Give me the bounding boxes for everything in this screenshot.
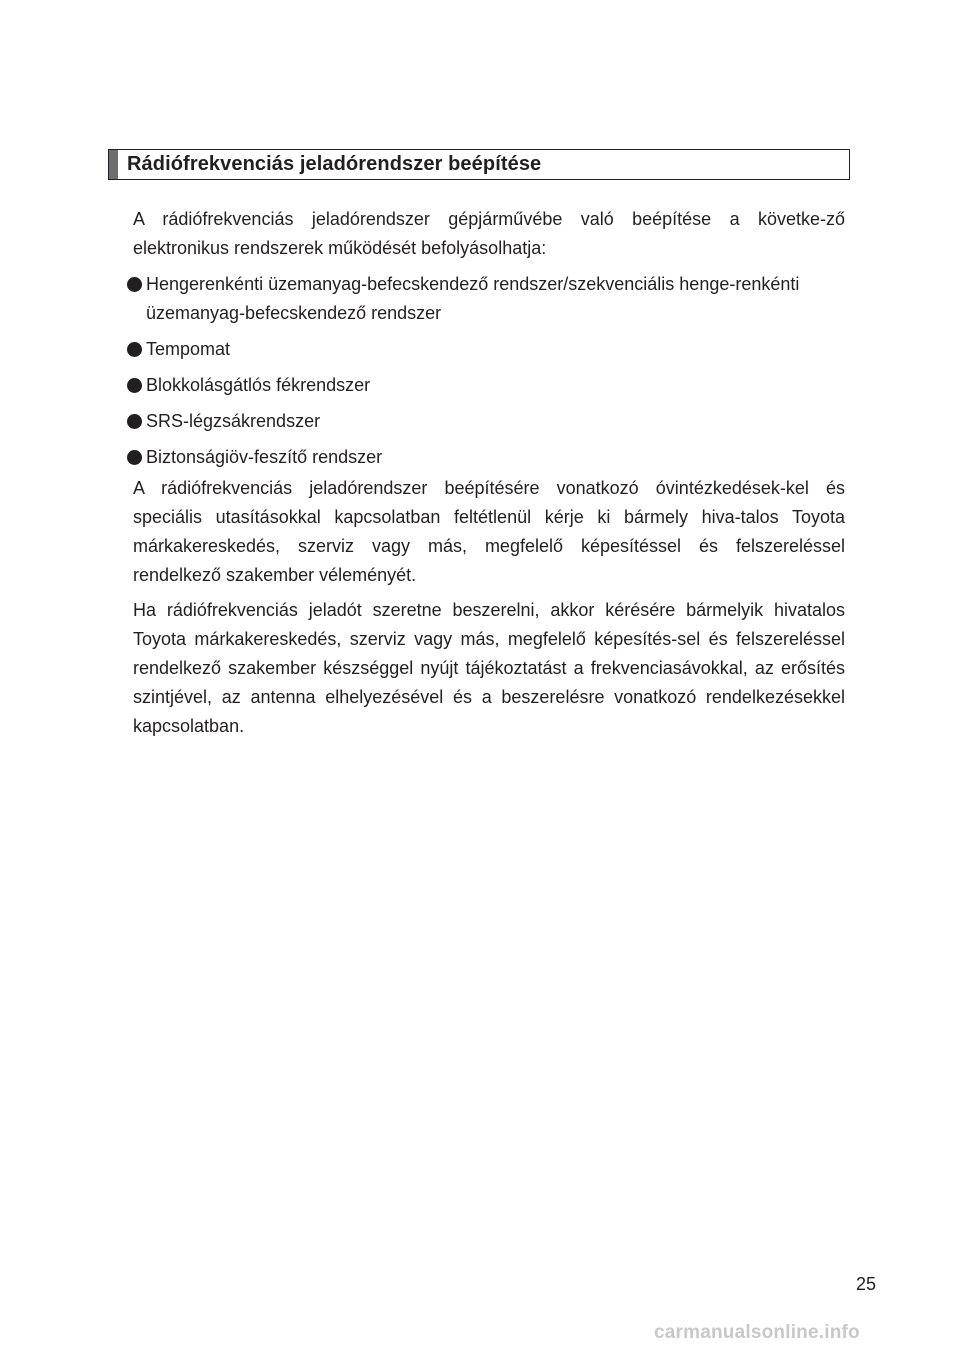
bullet-text: Tempomat: [146, 339, 231, 359]
bullet-item: [127, 270, 845, 328]
bullet-list: [127, 270, 845, 479]
page-number: 25: [856, 1274, 877, 1294]
bullet-dot-icon: [127, 378, 142, 393]
bullet-item: [127, 407, 845, 436]
bullet-dot-icon: [127, 342, 142, 357]
intro-paragraph: A rádiófrekvenciás jeladórendszer gépjárművébe való beépítése a követke-ző elektronikus rendszerek működését befolyásolhatja:: [133, 209, 845, 258]
bullet-item: [127, 443, 845, 472]
bullet-item: [127, 335, 845, 364]
section-header-bar: [109, 150, 118, 179]
bullet-text: Blokkolásgátlós fékrendszer: [146, 375, 371, 395]
bullet-text: Hengerenkénti üzemanyag-befecskendező rendszer/szekvenciális henge-renkénti üzemanyag-befecskendező rendszer: [146, 274, 800, 323]
watermark: carmanualsonline.info: [654, 1322, 860, 1343]
bullet-dot-icon: [127, 414, 142, 429]
bullet-dot-icon: [127, 450, 142, 465]
section-header: [108, 149, 850, 180]
bullet-item: [127, 371, 845, 400]
bullet-text: SRS-légzsákrendszer: [146, 411, 321, 431]
section-title: Rádiófrekvenciás jeladórendszer beépítése: [127, 153, 542, 175]
bullet-text: Biztonságiöv-feszítő rendszer: [146, 447, 383, 467]
bullet-dot-icon: [127, 277, 142, 292]
installation-paragraph: Ha rádiófrekvenciás jeladót szeretne beszerelni, akkor kérésére bármelyik hivatalos Toyota márkakereskedés, szerviz vagy más, megfelelő képesítés-sel és felszereléssel rendelkező szakember készséggel nyújt tájékoztatást a frekvenciasávokkal, az erősítés szintjével, az antenna elhelyezésével és a beszerelésre vonatkozó rendelkezésekkel kapcsolatban.: [133, 600, 845, 736]
precaution-paragraph: A rádiófrekvenciás jeladórendszer beépítésére vonatkozó óvintézkedések-kel és speciális utasításokkal kapcsolatban feltétlenül kérje ki bármely hiva-talos Toyota márkakereskedés, szerviz vagy más, megfelelő képesítéssel és felszereléssel rendelkező szakember véleményét.: [133, 478, 845, 585]
